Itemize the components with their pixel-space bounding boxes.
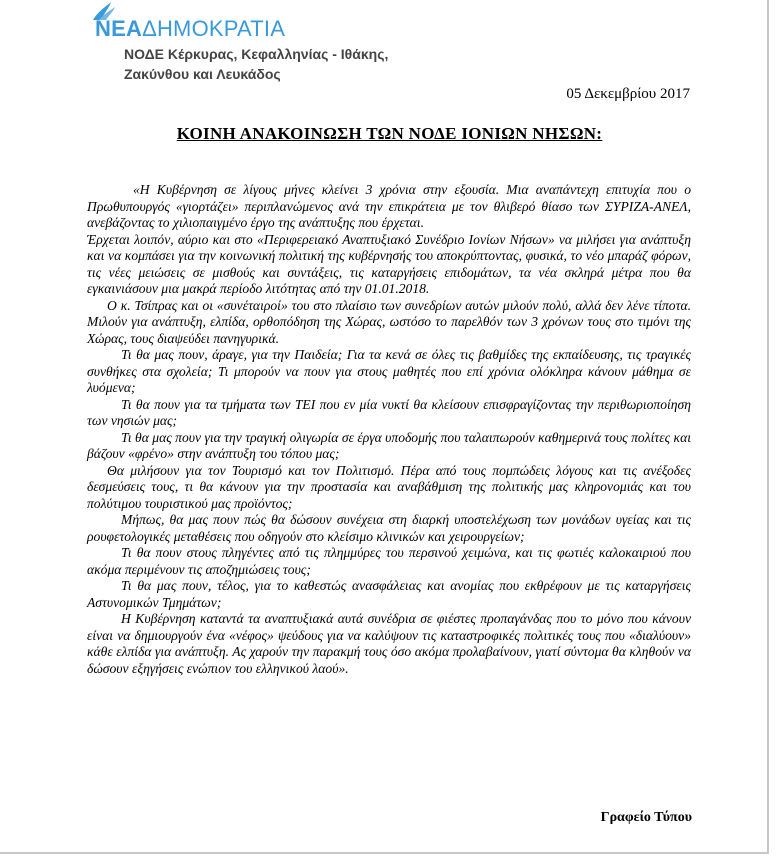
paragraph: Ο κ. Τσίπρας και οι «συνέταιροί» του στο πλαίσιο των συνεδρίων αυτών μιλούν πολύ, αλλά δεν λένε τίποτα. Μιλούν για ανάπτυξη, ελπίδα, ορθοπόδηση της Χώρας, ωστόσο το παρελθόν των 3 χρόνων τους στο τιμόνι της Χώρας, τους διαψεύδει πανηγυρικά. xyxy=(87,297,691,346)
announcement-body xyxy=(87,182,691,677)
paragraph: Μήπως, θα μας πουν πώς θα δώσουν συνέχεια στη διαρκή υποστελέχωση των μονάδων υγείας και τις ρουφετολογικές μεταθέσεις που οδηγούν στο κλείσιμο κλινικών και χειρουργείων; xyxy=(87,512,691,544)
org-line-2: Ζακύνθου και Λευκάδος xyxy=(124,66,281,82)
paragraph: Τι θα μας πουν, τέλος, για το καθεστώς ανασφάλειας και ανομίας που εκθρέφουν με τις καταργήσεις Αστυνομικών Τμημάτων; xyxy=(87,578,691,610)
document-date: 05 Δεκεμβρίου 2017 xyxy=(566,86,690,102)
logo-bold: ΝΕΑ xyxy=(95,16,143,41)
organization-name xyxy=(124,44,388,84)
signature: Γραφείο Τύπου xyxy=(600,810,692,825)
paragraph: Θα μιλήσουν για τον Τουρισμό και τον Πολιτισμό. Πέρα από τους πομπώδεις λόγους και τις ανέξοδες δεσμεύσεις τους, τι θα κάνουν για την προστασία και αναβάθμιση της πολιτικής μας κληρονομιάς και του πολύτιμου τουριστικού μας προϊόντος; xyxy=(87,462,691,511)
paragraph: Έρχεται λοιπόν, αύριο και στο «Περιφερειακό Αναπτυξιακό Συνέδριο Ιονίων Νήσων» να μιλήσει για ανάπτυξη και να κομπάσει για την κοινωνική πολιτική της κυβέρνησής του αποκρύπτοντας, φυσικά, το νέο μπαράζ φόρων, τις νέες μειώσεις σε μισθούς και συντάξεις, τις καταργήσεις επιδομάτων, τα νέα σκληρά μέτρα που θα εγκαινιάσουν μια μακρά περίοδο λιτότητας από την 01.01.2018. xyxy=(87,231,691,296)
paragraph: Η Κυβέρνηση καταντά τα αναπτυξιακά αυτά συνέδρια σε φιέστες προπαγάνδας που το μόνο που κάνουν είναι να δημιουργούν ένα «νέφος» ψεύδους για να καλύψουν τις καταστροφικές πολιτικές τους που «διαλύουν» κάθε ελπίδα για ανάπτυξη. Ας χαρούν την παρακμή τους όσο ακόμα προλαβαίνουν, γιατί σύντομα θα κληθούν να δώσουν εξηγήσεις ενώπιον του ελληνικού λαού». xyxy=(87,611,691,676)
paragraph: Τι θα πουν για τα τμήματα των ΤΕΙ που εν μία νυκτί θα κλείσουν επισφραγίζοντας την περιθωριοποίηση των νησιών μας; xyxy=(87,396,691,428)
paragraph: Τι θα πουν στους πληγέντες από τις πλημμύρες του περσινού χειμώνα, και τις φωτιές καλοκαιριού που ακόμα περιμένουν τις αποζημιώσεις τους; xyxy=(87,545,691,577)
party-logo xyxy=(89,0,359,44)
document-title: ΚΟΙΝΗ ΑΝΑΚΟΙΝΩΣΗ ΤΩΝ ΝΟΔΕ ΙΟΝΙΩΝ ΝΗΣΩΝ: xyxy=(176,124,603,143)
logo-light: ΔΗΜΟΚΡΑΤΙΑ xyxy=(142,16,286,41)
paragraph: «Η Κυβέρνηση σε λίγους μήνες κλείνει 3 χρόνια στην εξουσία. Μια αναπάντεχη επιτυχία που ο Πρωθυπουργός «γιορτάζει» περιπλανώμενος ανά την επικράτεια με τον θλιβερό θίασο των ΣΥΡΙΖΑ-ΑΝΕΛ, ανεβάζοντας το χιλιοπαιγμένο έργο της ανάπτυξης που έρχεται. xyxy=(87,182,691,230)
logo-wordmark xyxy=(95,16,285,42)
paragraph: Τι θα μας πουν, άραγε, για την Παιδεία; Για τα κενά σε όλες τις βαθμίδες της εκπαίδευσης, τις τραγικές συνθήκες στα σχολεία; Τι μπορούν να πουν για στους μαθητές που επί χρόνια ολόκληρα κάνουν μάθημα σε λυόμενα; xyxy=(87,347,691,395)
org-line-1: ΝΟΔΕ Κέρκυρας, Κεφαλληνίας - Ιθάκης, xyxy=(124,46,389,62)
paragraph: Τι θα μας πουν για την τραγική ολιγωρία σε έργα υποδομής που ταλαιπωρούν καθημερινά τους πολίτες και βάζουν «φρένο» στην ανάπτυξη του τόπου μας; xyxy=(87,429,691,461)
